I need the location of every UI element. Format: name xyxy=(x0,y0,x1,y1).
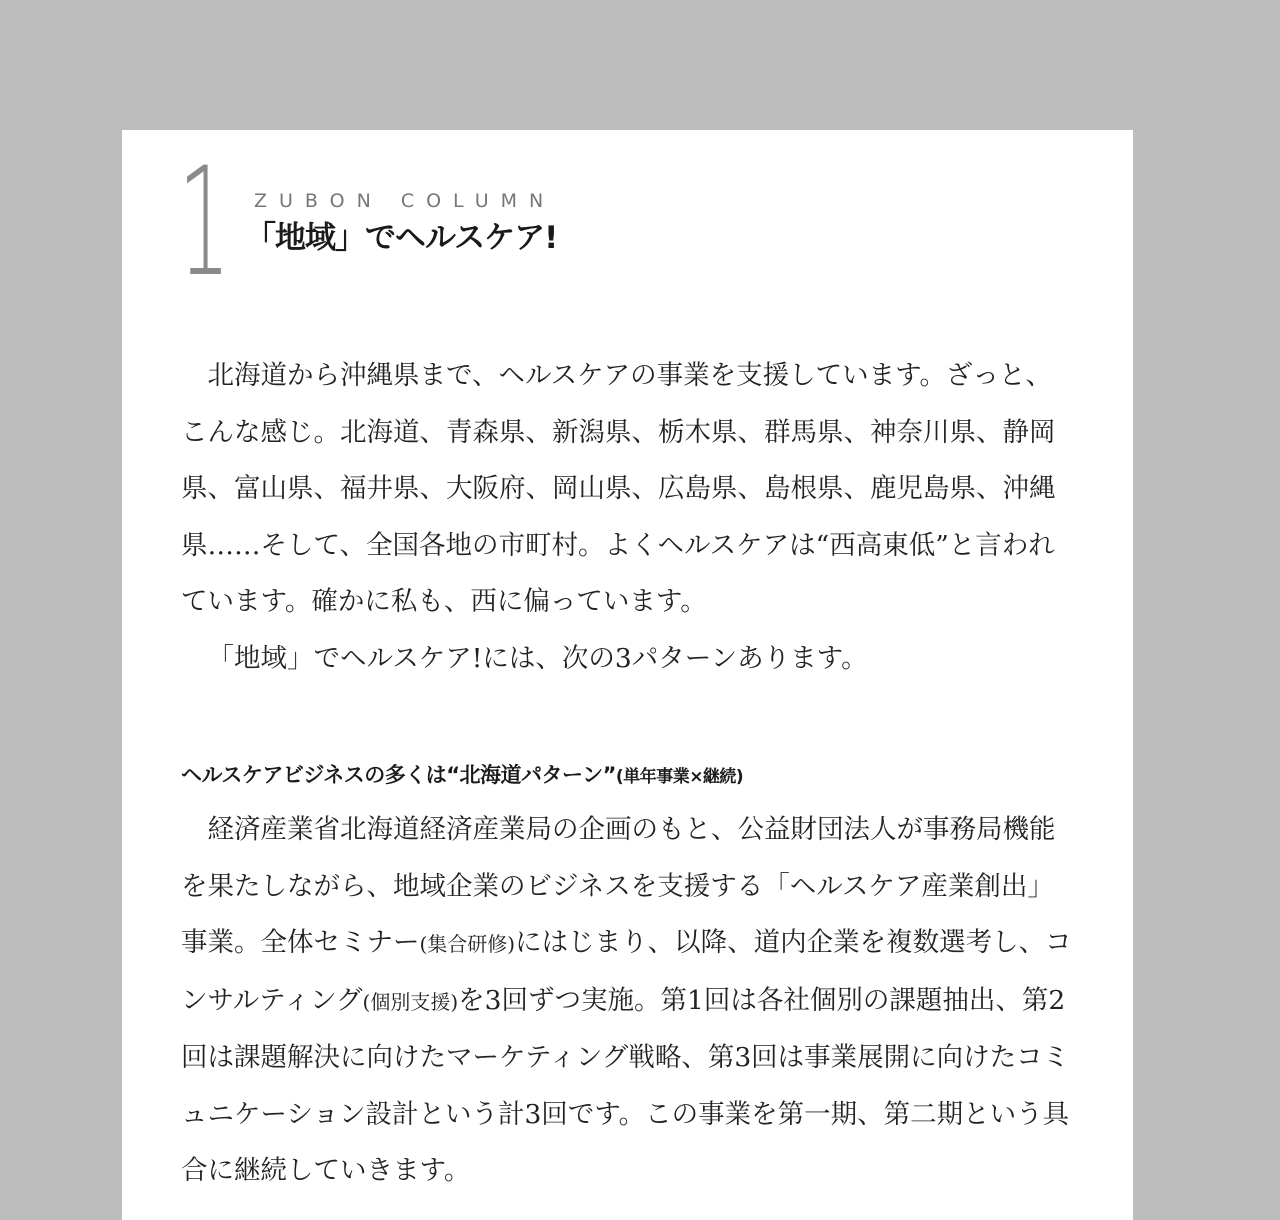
section-heading xyxy=(181,760,743,792)
paragraph-text: にはじまり、以降、道内企業を複数選考し、コンサルティング xyxy=(181,927,1072,1016)
column-number: 1 xyxy=(178,136,229,310)
paragraph-note: (集合研修) xyxy=(419,932,516,956)
hokkaido-section xyxy=(181,802,1076,1200)
section-heading-text: ヘルスケアビジネスの多くは“北海道パターン” xyxy=(181,763,616,787)
intro-section xyxy=(181,348,1076,687)
column-title: 「地域」でヘルスケア! xyxy=(245,220,558,256)
patterns-paragraph: 「地域」でヘルスケア!には、次の3パターンあります。 xyxy=(207,642,868,674)
section-heading-note: (単年事業×継続) xyxy=(615,767,744,787)
paragraph-note: (個別支援) xyxy=(362,989,459,1014)
paragraph-text: を3回ずつ実施。第1回は各社個別の課題抽出、第2回は課題解決に向けたマーケティング戦略、第3回は事業展開に向けたコミュニケーション設計という計3回です。この事業を第一期、第二期という具合に継続していきます。 xyxy=(181,984,1070,1186)
column-label: ZUBON COLUMN xyxy=(254,190,556,212)
hokkaido-paragraph xyxy=(181,802,1076,1200)
intro-paragraph: 北海道から沖縄県まで、ヘルスケアの事業を支援しています。ざっと、こんな感じ。北海道、青森県、新潟県、栃木県、群馬県、神奈川県、静岡県、富山県、福井県、大阪府、岡山県、広島県、島根県、鹿児島県、沖縄県……そして、全国各地の市町村。よくヘルスケアは“西高東低”と言われています。確かに私も、西に偏っています。 xyxy=(181,360,1056,617)
paragraph-text: 経済産業省北海道経済産業局の企画のもと、公益財団法人が事務局機能を果たしながら、地域企業のビジネスを支援する「ヘルスケア産業創出」事業。全体セミナー xyxy=(181,814,1056,958)
